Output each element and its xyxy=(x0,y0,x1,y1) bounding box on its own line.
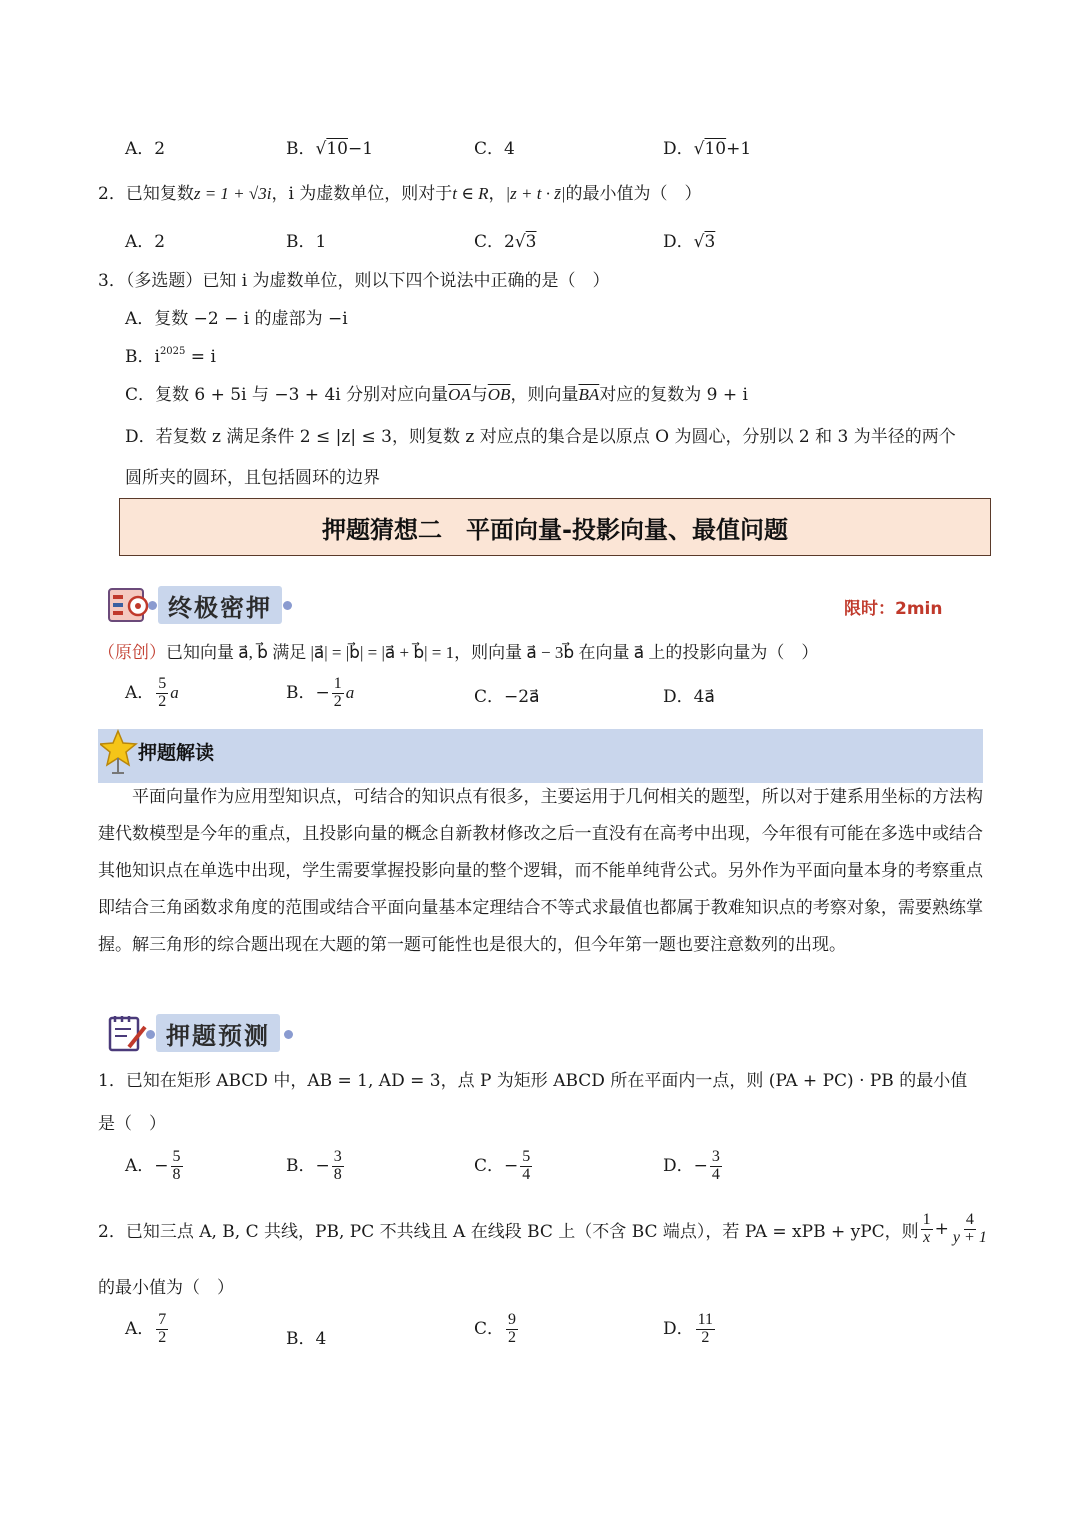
denominator: x xyxy=(923,1228,931,1246)
orig-option-a xyxy=(125,676,192,711)
prediction-q1-line2: 是（ ） xyxy=(98,1114,166,1134)
q2-tail: 的最小值为（ ） xyxy=(565,184,702,204)
p1-option-c xyxy=(474,1149,534,1184)
ultimate-badge: 终极密押 xyxy=(158,586,282,624)
p1-option-a xyxy=(125,1149,185,1184)
p2-option-b: B．4 xyxy=(286,1329,327,1349)
radicand: 10 xyxy=(326,139,348,159)
prediction-q2-line2: 的最小值为（ ） xyxy=(98,1278,234,1298)
q2-tR: t ∈ R xyxy=(452,184,489,203)
q3-option-c xyxy=(125,380,748,405)
q2-expr: z = 1 + √3i xyxy=(193,184,272,203)
q3-option-a: A．复数 −2 − i 的虚部为 −i xyxy=(125,309,348,329)
vector-ob: $\overline{OB}$ xyxy=(487,385,511,404)
section-title: 押题猜想二 平面向量-投影向量、最值问题 xyxy=(119,498,991,556)
numerator: 5 xyxy=(172,1148,181,1165)
prediction-q1-line1: 1．已知在矩形 ABCD 中，AB = 1, AD = 3，点 P 为矩形 ABCD 所在平面内一点，则 (PA + PC) · PB 的最小值 xyxy=(98,1071,968,1091)
suffix: +1 xyxy=(726,139,752,159)
p2-option-d xyxy=(663,1312,717,1347)
q3-option-b xyxy=(125,342,216,367)
label: B．− xyxy=(286,1155,330,1176)
label: D． xyxy=(663,139,694,159)
numerator: 11 xyxy=(697,1311,714,1328)
q2-option-a: A．2 xyxy=(125,232,166,252)
label: D． xyxy=(663,232,694,252)
fraction xyxy=(156,676,168,711)
interpret-title: 押题解读 xyxy=(138,742,215,764)
q2-comma: ， xyxy=(488,184,506,204)
prev-option-b: B．√10−1 xyxy=(286,139,374,159)
numerator: 7 xyxy=(158,1311,167,1328)
fraction xyxy=(332,676,344,711)
prev-option-a: A．2 xyxy=(125,139,166,159)
label: D．− xyxy=(663,1155,708,1176)
variable: a⃗ xyxy=(170,682,193,702)
numerator: 9 xyxy=(508,1311,517,1328)
q2-mid: ，i 为虚数单位，则对于 xyxy=(271,184,453,204)
p2-option-a xyxy=(125,1312,170,1347)
label: B．i xyxy=(125,347,160,367)
orig-option-c: C．−2a⃗ xyxy=(474,687,540,707)
fraction xyxy=(332,1149,344,1184)
vector-ba: $\overline{BA}$ xyxy=(578,385,600,404)
badge-dot xyxy=(283,601,292,610)
denominator: 2 xyxy=(508,1328,517,1346)
numerator: 5 xyxy=(158,675,167,692)
q2-abs-expr: |z + t · z̄| xyxy=(505,184,566,203)
time-limit: 限时：2min xyxy=(844,599,943,619)
numerator: 1 xyxy=(333,675,342,692)
numerator: 4 xyxy=(965,1211,974,1228)
denominator: 2 xyxy=(158,1328,167,1346)
c-part-3: ，则向量 xyxy=(510,385,579,405)
interpret-bar xyxy=(98,729,983,783)
badge-dot xyxy=(146,1030,155,1039)
badge-dot xyxy=(148,601,157,610)
denominator: y + 1 xyxy=(952,1228,987,1246)
radicand: 3 xyxy=(525,232,537,252)
denominator: 4 xyxy=(711,1165,720,1183)
fraction xyxy=(171,1149,183,1184)
q2-num: 2．已知复数 xyxy=(98,184,194,204)
numerator: 3 xyxy=(333,1148,342,1165)
fraction xyxy=(696,1312,715,1347)
numerator: 1 xyxy=(922,1211,931,1228)
label: C． xyxy=(474,1318,505,1339)
prediction-badge: 押题预测 xyxy=(156,1014,280,1052)
label: A． xyxy=(125,1318,155,1339)
question-2-stem xyxy=(98,179,702,204)
fraction xyxy=(520,1149,532,1184)
suffix: −1 xyxy=(347,139,374,159)
fraction-1-over-x xyxy=(921,1212,933,1247)
label: B． xyxy=(286,139,316,159)
label: D． xyxy=(663,1318,694,1339)
star-icon xyxy=(100,729,138,775)
suffix: = i xyxy=(185,347,216,367)
denominator: 2 xyxy=(333,692,342,710)
orig-option-b xyxy=(286,676,367,711)
denominator: 8 xyxy=(333,1165,342,1183)
fraction-4-over-y1 xyxy=(951,1212,989,1247)
p2-stem: 2．已知三点 A, B, C 共线，PB, PC 不共线且 A 在线段 BC 上（不含 BC 端点），若 PA = xPB + yPC，则 xyxy=(98,1221,919,1242)
q3-option-d-line2: 圆所夹的圆环，且包括圆环的边界 xyxy=(125,468,380,488)
numerator: 5 xyxy=(522,1148,531,1165)
c-part-2: 与 xyxy=(470,385,488,405)
q2-option-d: D．√3 xyxy=(663,232,716,252)
orig-option-d: D．4a⃗ xyxy=(663,687,715,707)
q2-option-c: C．2√3 xyxy=(474,232,537,252)
label: C．− xyxy=(474,1155,519,1176)
label: C．2 xyxy=(474,232,515,252)
denominator: 8 xyxy=(172,1165,181,1183)
p1-option-d xyxy=(663,1149,724,1184)
c-part-1: C．复数 6 + 5i 与 −3 + 4i 分别对应向量 xyxy=(125,385,449,405)
denominator: 2 xyxy=(158,692,167,710)
p1-option-b xyxy=(286,1149,346,1184)
fraction xyxy=(156,1312,168,1347)
label: A． xyxy=(125,682,155,703)
vector-oa: $\overline{OA}$ xyxy=(448,385,471,404)
notepad-icon xyxy=(107,1013,151,1053)
q2-option-b: B．1 xyxy=(286,232,327,252)
radicand: 3 xyxy=(704,232,716,252)
label: B．− xyxy=(286,682,330,703)
prediction-q2-line1 xyxy=(98,1212,991,1247)
q3-option-d-line1: D．若复数 z 满足条件 2 ≤ |z| ≤ 3，则复数 z 对应点的集合是以原点 O 为圆心，分别以 2 和 3 为半径的两个 xyxy=(125,427,956,447)
p2-option-c xyxy=(474,1312,520,1347)
denominator: 4 xyxy=(522,1165,531,1183)
prev-option-d: D．√10+1 xyxy=(663,139,752,159)
c-part-4: 对应的复数为 9 + i xyxy=(599,385,748,405)
plus-sign: + xyxy=(934,1219,949,1240)
fraction xyxy=(506,1312,518,1347)
interpret-text: 平面向量作为应用型知识点，可结合的知识点有很多，主要运用于几何相关的题型，所以对于建系用坐标的方法构建代数模型是今年的重点，且投影向量的概念自新教材修改之后一直没有在高考中出现，今年很有可能在多选中或结合其他知识点在单选中出现，学生需要掌握投影向量的整个逻辑，而不能单纯背公式。另外作为平面向量本身的考察重点即结合三角函数求角度的范围或结合平面向量基本定理结合不等式求最值也都属于教难知识点的考察对象，需要熟练掌握。解三角形的综合题出现在大题的第一题可能性也是很大的，但今年第一题也要注意数列的出现。 xyxy=(98,787,983,955)
numerator: 3 xyxy=(711,1148,720,1165)
original-stem: 已知向量 a⃗, b⃗ 满足 |a⃗| = |b⃗| = |a⃗ + b⃗| = 1，则向量 a⃗ − 3b⃗ 在向量 a⃗ 上的投影向量为（ ） xyxy=(166,643,819,662)
label: A．− xyxy=(125,1155,169,1176)
fraction xyxy=(710,1149,722,1184)
prev-option-c: C．4 xyxy=(474,139,515,159)
original-tag: （原创） xyxy=(98,643,166,663)
badge-dot xyxy=(284,1030,293,1039)
variable: a⃗ xyxy=(345,682,368,702)
exponent: 2025 xyxy=(159,346,186,357)
original-question xyxy=(98,638,818,663)
denominator: 2 xyxy=(701,1328,710,1346)
question-3-stem: 3．（多选题）已知 i 为虚数单位，则以下四个说法中正确的是（ ） xyxy=(98,271,610,291)
radicand: 10 xyxy=(704,139,727,159)
